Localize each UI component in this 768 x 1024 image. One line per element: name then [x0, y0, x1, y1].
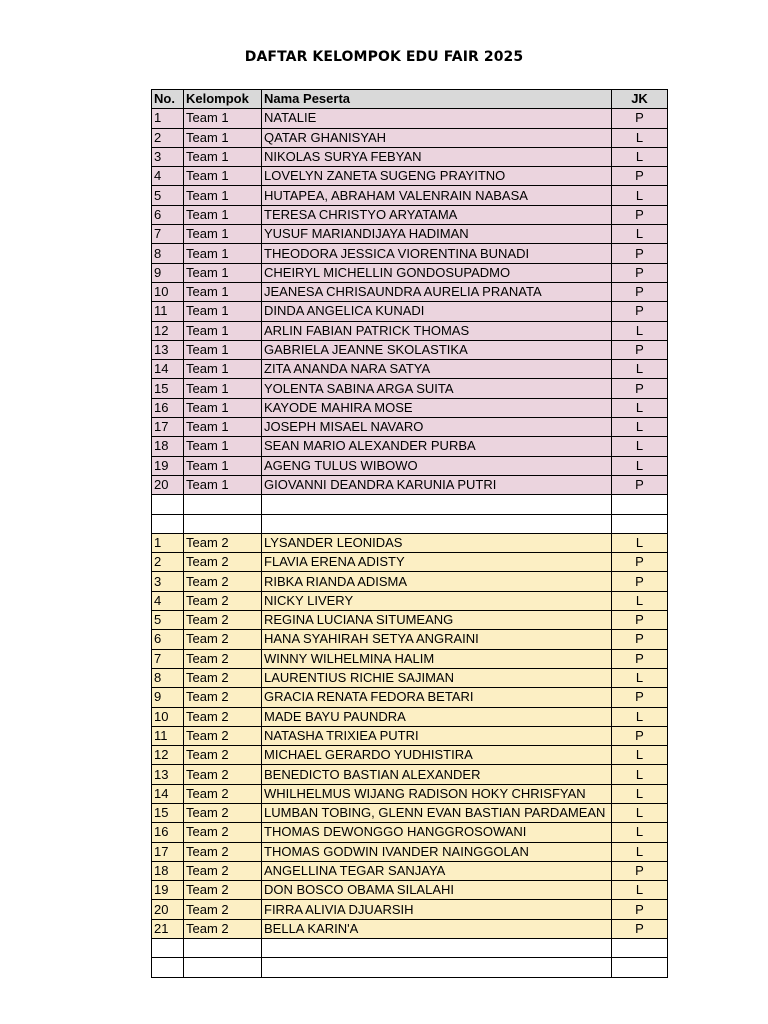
cell-kelompok: Team 2 — [184, 668, 262, 687]
cell-nama-peserta: QATAR GHANISYAH — [262, 128, 612, 147]
cell-no: 2 — [152, 128, 184, 147]
cell-jk — [612, 495, 668, 514]
cell-no: 13 — [152, 765, 184, 784]
cell-nama-peserta — [262, 495, 612, 514]
cell-kelompok: Team 2 — [184, 572, 262, 591]
cell-no: 17 — [152, 418, 184, 437]
cell-nama-peserta: NATALIE — [262, 109, 612, 128]
cell-nama-peserta: NATASHA TRIXIEA PUTRI — [262, 726, 612, 745]
cell-kelompok: Team 2 — [184, 823, 262, 842]
table-row — [152, 958, 668, 977]
table-row — [152, 842, 668, 861]
cell-nama-peserta: SEAN MARIO ALEXANDER PURBA — [262, 437, 612, 456]
cell-nama-peserta: LUMBAN TOBING, GLENN EVAN BASTIAN PARDAMEAN — [262, 803, 612, 822]
cell-jk: P — [612, 900, 668, 919]
table-row — [152, 861, 668, 880]
cell-no: 10 — [152, 282, 184, 301]
cell-nama-peserta: MICHAEL GERARDO YUDHISTIRA — [262, 746, 612, 765]
participant-table — [151, 89, 668, 978]
cell-no: 20 — [152, 900, 184, 919]
cell-jk: L — [612, 842, 668, 861]
cell-jk: P — [612, 649, 668, 668]
header-nama-peserta: Nama Peserta — [262, 90, 612, 109]
cell-nama-peserta: FLAVIA ERENA ADISTY — [262, 553, 612, 572]
cell-nama-peserta: BENEDICTO BASTIAN ALEXANDER — [262, 765, 612, 784]
cell-no: 1 — [152, 109, 184, 128]
cell-nama-peserta: ZITA ANANDA NARA SATYA — [262, 360, 612, 379]
cell-nama-peserta: CHEIRYL MICHELLIN GONDOSUPADMO — [262, 263, 612, 282]
cell-kelompok: Team 2 — [184, 861, 262, 880]
cell-nama-peserta: HANA SYAHIRAH SETYA ANGRAINI — [262, 630, 612, 649]
cell-nama-peserta: DINDA ANGELICA KUNADI — [262, 302, 612, 321]
cell-kelompok: Team 1 — [184, 147, 262, 166]
table-row — [152, 360, 668, 379]
cell-kelompok: Team 1 — [184, 475, 262, 494]
cell-nama-peserta: GRACIA RENATA FEDORA BETARI — [262, 688, 612, 707]
cell-jk: L — [612, 147, 668, 166]
table-row — [152, 784, 668, 803]
cell-jk: L — [612, 803, 668, 822]
cell-jk: L — [612, 360, 668, 379]
cell-jk: L — [612, 881, 668, 900]
cell-no: 2 — [152, 553, 184, 572]
table-row — [152, 726, 668, 745]
cell-kelompok: Team 2 — [184, 707, 262, 726]
cell-nama-peserta: WINNY WILHELMINA HALIM — [262, 649, 612, 668]
cell-jk — [612, 514, 668, 533]
cell-kelompok — [184, 514, 262, 533]
cell-no: 9 — [152, 688, 184, 707]
cell-jk: P — [612, 611, 668, 630]
cell-jk: L — [612, 321, 668, 340]
cell-kelompok — [184, 495, 262, 514]
cell-no — [152, 514, 184, 533]
table-row — [152, 514, 668, 533]
cell-nama-peserta: ARLIN FABIAN PATRICK THOMAS — [262, 321, 612, 340]
cell-nama-peserta: GABRIELA JEANNE SKOLASTIKA — [262, 340, 612, 359]
table-row — [152, 765, 668, 784]
table-row — [152, 205, 668, 224]
cell-no: 15 — [152, 379, 184, 398]
cell-jk: P — [612, 379, 668, 398]
cell-no: 15 — [152, 803, 184, 822]
cell-kelompok: Team 2 — [184, 881, 262, 900]
cell-kelompok — [184, 958, 262, 977]
cell-kelompok: Team 1 — [184, 379, 262, 398]
cell-nama-peserta: ANGELLINA TEGAR SANJAYA — [262, 861, 612, 880]
cell-kelompok: Team 1 — [184, 321, 262, 340]
table-row — [152, 746, 668, 765]
table-row — [152, 939, 668, 958]
cell-no: 17 — [152, 842, 184, 861]
cell-kelompok: Team 1 — [184, 128, 262, 147]
cell-kelompok: Team 2 — [184, 919, 262, 938]
cell-no: 4 — [152, 167, 184, 186]
table-row — [152, 649, 668, 668]
cell-jk: L — [612, 823, 668, 842]
table-row — [152, 340, 668, 359]
table-row — [152, 263, 668, 282]
table-row — [152, 128, 668, 147]
cell-jk: L — [612, 398, 668, 417]
cell-jk: P — [612, 302, 668, 321]
table-row — [152, 591, 668, 610]
cell-kelompok: Team 1 — [184, 302, 262, 321]
cell-jk: L — [612, 186, 668, 205]
cell-no: 3 — [152, 572, 184, 591]
cell-no: 18 — [152, 861, 184, 880]
table-row — [152, 495, 668, 514]
cell-no: 4 — [152, 591, 184, 610]
cell-no: 7 — [152, 225, 184, 244]
cell-no: 8 — [152, 244, 184, 263]
table-row — [152, 302, 668, 321]
cell-no: 8 — [152, 668, 184, 687]
cell-jk: L — [612, 456, 668, 475]
table-row — [152, 147, 668, 166]
cell-kelompok: Team 2 — [184, 533, 262, 552]
cell-kelompok: Team 2 — [184, 803, 262, 822]
cell-nama-peserta: NICKY LIVERY — [262, 591, 612, 610]
table-row — [152, 688, 668, 707]
header-kelompok: Kelompok — [184, 90, 262, 109]
cell-jk: P — [612, 861, 668, 880]
cell-kelompok: Team 2 — [184, 591, 262, 610]
cell-kelompok: Team 1 — [184, 109, 262, 128]
cell-jk: L — [612, 437, 668, 456]
cell-jk: L — [612, 533, 668, 552]
cell-nama-peserta: REGINA LUCIANA SITUMEANG — [262, 611, 612, 630]
cell-jk: L — [612, 225, 668, 244]
cell-nama-peserta: THOMAS GODWIN IVANDER NAINGGOLAN — [262, 842, 612, 861]
cell-nama-peserta: THEODORA JESSICA VIORENTINA BUNADI — [262, 244, 612, 263]
cell-nama-peserta: BELLA KARIN'A — [262, 919, 612, 938]
cell-jk: P — [612, 919, 668, 938]
cell-jk: P — [612, 167, 668, 186]
cell-kelompok: Team 2 — [184, 553, 262, 572]
cell-kelompok: Team 2 — [184, 746, 262, 765]
cell-kelompok: Team 2 — [184, 688, 262, 707]
cell-no: 20 — [152, 475, 184, 494]
table-header-row — [152, 90, 668, 109]
table-body — [152, 109, 668, 977]
cell-nama-peserta: LYSANDER LEONIDAS — [262, 533, 612, 552]
cell-kelompok: Team 1 — [184, 418, 262, 437]
cell-jk: P — [612, 263, 668, 282]
cell-nama-peserta — [262, 939, 612, 958]
document-title: DAFTAR KELOMPOK EDU FAIR 2025 — [244, 49, 524, 65]
cell-no: 12 — [152, 321, 184, 340]
cell-no: 21 — [152, 919, 184, 938]
cell-jk: P — [612, 475, 668, 494]
cell-kelompok: Team 1 — [184, 244, 262, 263]
cell-nama-peserta: YUSUF MARIANDIJAYA HADIMAN — [262, 225, 612, 244]
cell-nama-peserta: FIRRA ALIVIA DJUARSIH — [262, 900, 612, 919]
cell-jk — [612, 958, 668, 977]
cell-kelompok: Team 1 — [184, 282, 262, 301]
header-no: No. — [152, 90, 184, 109]
cell-no: 6 — [152, 205, 184, 224]
cell-no: 1 — [152, 533, 184, 552]
table-row — [152, 167, 668, 186]
table-row — [152, 919, 668, 938]
table-row — [152, 533, 668, 552]
table-row — [152, 379, 668, 398]
table-row — [152, 611, 668, 630]
cell-no: 10 — [152, 707, 184, 726]
cell-jk: P — [612, 630, 668, 649]
cell-nama-peserta: LAURENTIUS RICHIE SAJIMAN — [262, 668, 612, 687]
cell-jk: P — [612, 282, 668, 301]
cell-no: 11 — [152, 726, 184, 745]
cell-jk: P — [612, 340, 668, 359]
cell-jk: L — [612, 707, 668, 726]
cell-jk: P — [612, 726, 668, 745]
cell-kelompok: Team 2 — [184, 842, 262, 861]
cell-nama-peserta: AGENG TULUS WIBOWO — [262, 456, 612, 475]
cell-nama-peserta: KAYODE MAHIRA MOSE — [262, 398, 612, 417]
cell-jk: L — [612, 668, 668, 687]
cell-kelompok: Team 1 — [184, 360, 262, 379]
cell-kelompok: Team 1 — [184, 167, 262, 186]
cell-no: 5 — [152, 611, 184, 630]
cell-kelompok: Team 2 — [184, 900, 262, 919]
cell-kelompok: Team 2 — [184, 765, 262, 784]
cell-kelompok: Team 2 — [184, 726, 262, 745]
cell-nama-peserta: JOSEPH MISAEL NAVARO — [262, 418, 612, 437]
cell-nama-peserta — [262, 514, 612, 533]
cell-nama-peserta: NIKOLAS SURYA FEBYAN — [262, 147, 612, 166]
header-jk: JK — [612, 90, 668, 109]
cell-nama-peserta: JEANESA CHRISAUNDRA AURELIA PRANATA — [262, 282, 612, 301]
cell-kelompok: Team 2 — [184, 784, 262, 803]
cell-no: 7 — [152, 649, 184, 668]
cell-no: 14 — [152, 784, 184, 803]
cell-nama-peserta: HUTAPEA, ABRAHAM VALENRAIN NABASA — [262, 186, 612, 205]
cell-nama-peserta: GIOVANNI DEANDRA KARUNIA PUTRI — [262, 475, 612, 494]
table-row — [152, 668, 668, 687]
cell-kelompok: Team 1 — [184, 205, 262, 224]
cell-jk: P — [612, 688, 668, 707]
cell-kelompok: Team 2 — [184, 630, 262, 649]
cell-nama-peserta: WHILHELMUS WIJANG RADISON HOKY CHRISFYAN — [262, 784, 612, 803]
cell-no: 11 — [152, 302, 184, 321]
cell-no: 13 — [152, 340, 184, 359]
table-row — [152, 282, 668, 301]
table-row — [152, 881, 668, 900]
table-row — [152, 244, 668, 263]
cell-jk: P — [612, 205, 668, 224]
cell-jk: L — [612, 128, 668, 147]
cell-kelompok — [184, 939, 262, 958]
cell-no: 18 — [152, 437, 184, 456]
table-row — [152, 803, 668, 822]
table-row — [152, 398, 668, 417]
cell-kelompok: Team 2 — [184, 649, 262, 668]
cell-jk: P — [612, 572, 668, 591]
cell-no: 19 — [152, 456, 184, 475]
cell-kelompok: Team 1 — [184, 398, 262, 417]
table-row — [152, 823, 668, 842]
cell-jk: L — [612, 784, 668, 803]
cell-no: 9 — [152, 263, 184, 282]
cell-jk: L — [612, 591, 668, 610]
cell-jk — [612, 939, 668, 958]
cell-nama-peserta — [262, 958, 612, 977]
table-row — [152, 321, 668, 340]
cell-jk: L — [612, 418, 668, 437]
table-row — [152, 456, 668, 475]
table-row — [152, 900, 668, 919]
cell-no: 3 — [152, 147, 184, 166]
cell-jk: P — [612, 109, 668, 128]
cell-kelompok: Team 1 — [184, 340, 262, 359]
cell-nama-peserta: TERESA CHRISTYO ARYATAMA — [262, 205, 612, 224]
cell-jk: L — [612, 765, 668, 784]
cell-kelompok: Team 1 — [184, 225, 262, 244]
table-row — [152, 630, 668, 649]
cell-no: 6 — [152, 630, 184, 649]
cell-kelompok: Team 2 — [184, 611, 262, 630]
cell-jk: P — [612, 244, 668, 263]
table-row — [152, 437, 668, 456]
cell-no: 16 — [152, 823, 184, 842]
cell-kelompok: Team 1 — [184, 456, 262, 475]
cell-nama-peserta: THOMAS DEWONGGO HANGGROSOWANI — [262, 823, 612, 842]
cell-jk: P — [612, 553, 668, 572]
cell-no — [152, 939, 184, 958]
table-row — [152, 109, 668, 128]
cell-no: 5 — [152, 186, 184, 205]
table-row — [152, 572, 668, 591]
cell-no: 19 — [152, 881, 184, 900]
cell-no — [152, 958, 184, 977]
table-row — [152, 418, 668, 437]
table-row — [152, 475, 668, 494]
cell-nama-peserta: YOLENTA SABINA ARGA SUITA — [262, 379, 612, 398]
table-row — [152, 186, 668, 205]
cell-kelompok: Team 1 — [184, 437, 262, 456]
cell-nama-peserta: MADE BAYU PAUNDRA — [262, 707, 612, 726]
table-row — [152, 553, 668, 572]
cell-no — [152, 495, 184, 514]
cell-no: 12 — [152, 746, 184, 765]
cell-jk: L — [612, 746, 668, 765]
cell-no: 16 — [152, 398, 184, 417]
cell-nama-peserta: DON BOSCO OBAMA SILALAHI — [262, 881, 612, 900]
table-row — [152, 707, 668, 726]
cell-nama-peserta: LOVELYN ZANETA SUGENG PRAYITNO — [262, 167, 612, 186]
cell-kelompok: Team 1 — [184, 263, 262, 282]
cell-kelompok: Team 1 — [184, 186, 262, 205]
table-row — [152, 225, 668, 244]
cell-nama-peserta: RIBKA RIANDA ADISMA — [262, 572, 612, 591]
cell-no: 14 — [152, 360, 184, 379]
